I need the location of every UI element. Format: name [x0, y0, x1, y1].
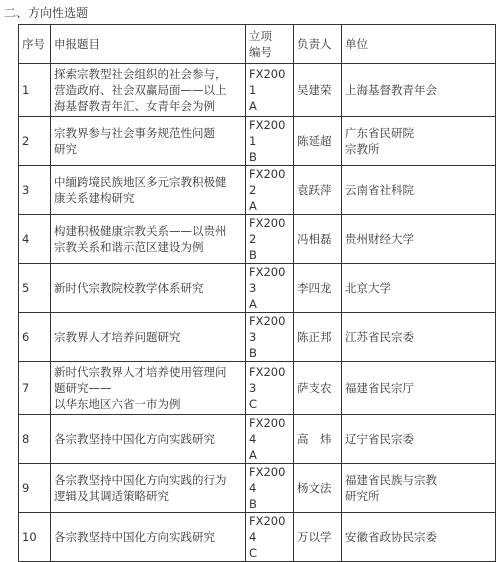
cell-code: FX2004 B: [246, 464, 294, 513]
cell-code: FX2003 B: [246, 313, 294, 362]
table-row: [19, 264, 496, 313]
table-row: [19, 464, 496, 513]
table-row: [19, 64, 496, 117]
table-row: [19, 166, 496, 215]
cell-code: FX2002 B: [246, 215, 294, 264]
cell-topic: 构建积极健康宗教关系——以贵州 宗教关系和谐示范区建设为例: [51, 215, 246, 264]
table-row: [19, 117, 496, 166]
cell-topic: 各宗教坚持中国化方向实践研究: [51, 415, 246, 464]
header-code: 立项 编号: [246, 25, 294, 64]
cell-unit: 上海基督教青年会: [342, 64, 496, 117]
cell-owner: 李四龙: [294, 264, 342, 313]
cell-owner: 吴建荣: [294, 64, 342, 117]
header-owner: 负责人: [294, 25, 342, 64]
cell-unit: 福建省民族与宗教 研究所: [342, 464, 496, 513]
cell-unit: 江苏省民宗委: [342, 313, 496, 362]
cell-owner: 冯相磊: [294, 215, 342, 264]
cell-unit: 云南省社科院: [342, 166, 496, 215]
table-row: [19, 362, 496, 415]
cell-code: FX2004 A: [246, 415, 294, 464]
cell-no: 7: [19, 362, 51, 415]
cell-no: 8: [19, 415, 51, 464]
cell-no: 2: [19, 117, 51, 166]
cell-code: FX2001 B: [246, 117, 294, 166]
cell-unit: 福建省民宗厅: [342, 362, 496, 415]
table-row: [19, 215, 496, 264]
cell-code: FX2001 A: [246, 64, 294, 117]
cell-topic: 宗教界参与社会事务规范性问题 研究: [51, 117, 246, 166]
table-row: [19, 513, 496, 562]
cell-topic: 中缅跨境民族地区多元宗教积极健 康关系建构研究: [51, 166, 246, 215]
cell-unit: 辽宁省民宗委: [342, 415, 496, 464]
cell-unit: 安徽省政协民宗委: [342, 513, 496, 562]
cell-topic: 宗教界人才培养问题研究: [51, 313, 246, 362]
cell-owner: 袁跃萍: [294, 166, 342, 215]
cell-code: FX2003 C: [246, 362, 294, 415]
topics-table: [18, 24, 496, 562]
cell-no: 6: [19, 313, 51, 362]
table-row: [19, 313, 496, 362]
cell-unit: 北京大学: [342, 264, 496, 313]
cell-code: FX2004 C: [246, 513, 294, 562]
header-unit: 单位: [342, 25, 496, 64]
table-row: [19, 415, 496, 464]
cell-owner: 陈正邦: [294, 313, 342, 362]
cell-owner: 万以学: [294, 513, 342, 562]
cell-no: 1: [19, 64, 51, 117]
table-header-row: [19, 25, 496, 64]
cell-unit: 广东省民研院 宗教所: [342, 117, 496, 166]
header-topic: 申报题目: [51, 25, 246, 64]
cell-topic: 探索宗教型社会组织的社会参与， 营造政府、社会双赢局面——以上 海基督教青年汇、女青年会为例: [51, 64, 246, 117]
cell-owner: 萨支农: [294, 362, 342, 415]
cell-topic: 新时代宗教院校教学体系研究: [51, 264, 246, 313]
cell-code: FX2003 A: [246, 264, 294, 313]
cell-topic: 各宗教坚持中国化方向实践研究: [51, 513, 246, 562]
cell-no: 5: [19, 264, 51, 313]
cell-code: FX2002 A: [246, 166, 294, 215]
cell-topic: 新时代宗教界人才培养使用管理问 题研究—— 以华东地区六省一市为例: [51, 362, 246, 415]
cell-topic: 各宗教坚持中国化方向实践的行为 逻辑及其调适策略研究: [51, 464, 246, 513]
cell-no: 9: [19, 464, 51, 513]
header-no: 序号: [19, 25, 51, 64]
cell-owner: 陈延超: [294, 117, 342, 166]
cell-no: 10: [19, 513, 51, 562]
cell-no: 4: [19, 215, 51, 264]
cell-unit: 贵州财经大学: [342, 215, 496, 264]
cell-owner: 杨文法: [294, 464, 342, 513]
cell-owner: 高 炜: [294, 415, 342, 464]
section-title: 二、方向性选题: [4, 6, 89, 20]
cell-no: 3: [19, 166, 51, 215]
